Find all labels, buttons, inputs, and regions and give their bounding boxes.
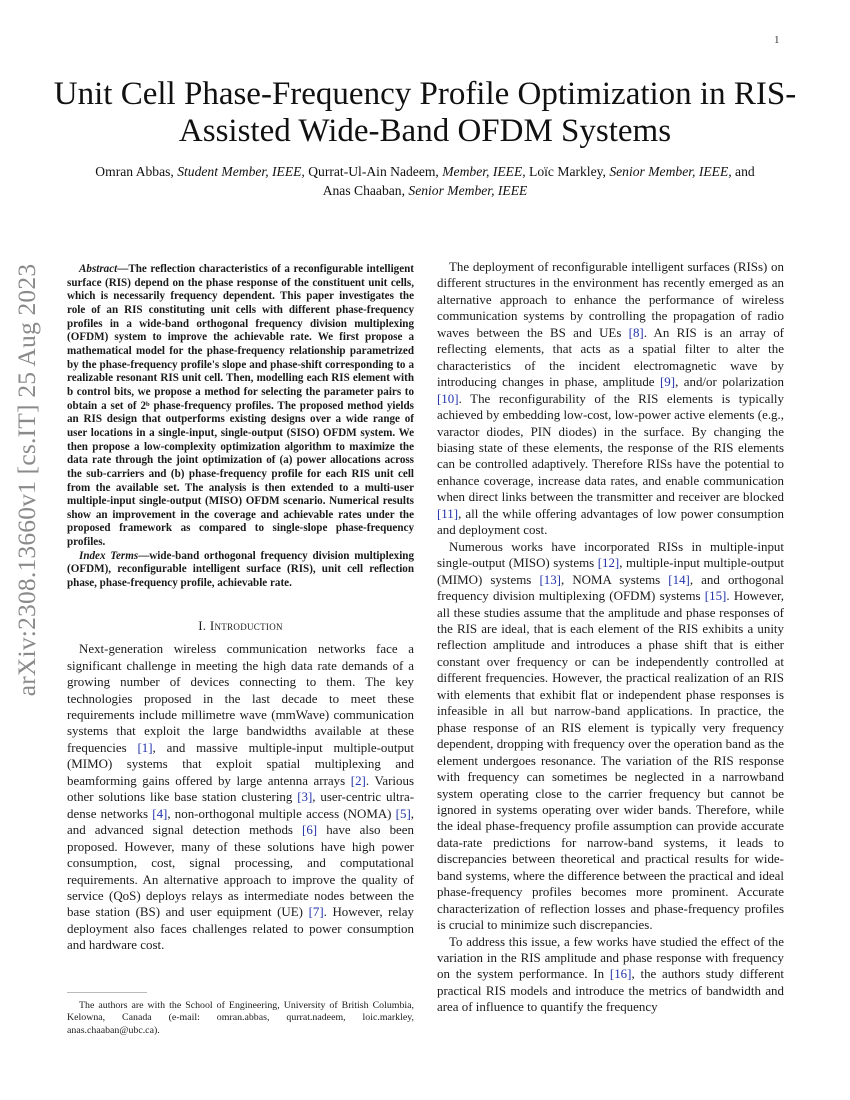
- citation-link[interactable]: [1]: [137, 739, 153, 755]
- citation-link[interactable]: [2]: [350, 772, 366, 788]
- arxiv-id[interactable]: arXiv:2308.13660v1 [cs.IT] 25 Aug 2023: [12, 263, 41, 697]
- author-affiliation: Senior Member, IEEE,: [609, 164, 732, 179]
- abstract-text: —The reflection characteristics of a reconfigurable intelligent surface (RIS) depend on the phase response of the constituent unit cells, which is necessarily frequency dependent. This paper investigates the role of an RIS constituting unit cells with different phase-frequency profiles in a wide-band orthogonal frequency division multiplexing (OFDM) system to improve the achievable rate. We first propose a mathematical model for the phase-frequency relationship parametrized by the phase-frequency profile's slope and phase-shift corresponding to a realizable resonant RIS unit cell. Then, modelling each RIS element with b control bits, we propose a method for selecting the parameter pairs to obtain a set of 2ᵇ phase-frequency profiles. The proposed method yields an RIS design that outperforms existing designs over a wide range of user locations in a single-input, single-output (SISO) OFDM system. We then propose a low-complexity optimization algorithm to maximize the data rate through the joint optimization of (a) power allocations across the sub-carriers and (b) phase-frequency profile for each RIS unit cell from the available set. The analysis is then extended to a multi-user multiple-input single-output (MISO) OFDM scenario. Numerical results show an improvement in the coverage and achievable rates under the proposed framework as compared to single-slope phase-frequency profiles.: [67, 263, 414, 549]
- section-numeral: I.: [198, 617, 210, 633]
- paragraph-text: , non-orthogonal multiple access (NOMA): [167, 805, 396, 821]
- citation-link[interactable]: [12]: [597, 555, 620, 571]
- intro-paragraph-4: [437, 934, 784, 1016]
- right-column: [437, 259, 784, 1016]
- paragraph-text: , and orthogonal frequency division multiplexing (OFDM) systems: [437, 571, 785, 604]
- index-terms-label: Index Terms: [79, 549, 139, 562]
- author-list: [90, 162, 760, 200]
- citation-link[interactable]: [3]: [297, 789, 313, 805]
- author-name: Loïc Markley,: [525, 164, 610, 179]
- abstract-label: Abstract: [79, 263, 118, 275]
- author-footnote: The authors are with the School of Engineering, University of British Columbia, Kelowna, Canada (e-mail: omran.abbas, qurrat.nadeem, loic.markley, anas.chaaban@ubc.ca).: [67, 1000, 414, 1036]
- paragraph-text: , and/or polarization: [675, 374, 784, 390]
- paragraph-text: . The reconfigurability of the RIS elements is typically achieved by embedding low-cost, low-power active elements (e.g., varactor diodes, PIN diodes) in the surface. By changing the biasing state of these elements, the response of the RIS elements can be controlled adaptively. Therefore RISs have the potential to enhance coverage, increase data rates, and enable communication when direct links between the transmitter and receiver are blocked: [437, 390, 784, 505]
- paragraph-text: The deployment of reconfigurable intelligent surfaces (RISs) on different structures in the environment has recently emerged as an alternative approach to enhance the performance of wireless communication systems by controlling the propagation of radio waves between the BS and UEs: [437, 259, 784, 340]
- footnote-divider: [67, 992, 147, 993]
- paragraph-text: , all the while offering advantages of low power consumption and deployment cost.: [437, 505, 784, 538]
- citation-link[interactable]: [7]: [308, 904, 324, 920]
- citation-link[interactable]: [14]: [668, 571, 690, 587]
- page-number: 1: [774, 34, 780, 46]
- paragraph-text: , the authors study different practical RIS models and introduce the metrics of bandwidth and area of influence to quantify the frequency: [437, 966, 785, 1015]
- intro-paragraph-1: [67, 641, 414, 954]
- section-heading-introduction: [67, 618, 414, 634]
- left-column: [67, 263, 414, 954]
- paragraph-text: , multiple-input multiple-output (MIMO) systems: [437, 555, 784, 587]
- citation-link[interactable]: [10]: [437, 390, 459, 406]
- paragraph-text: . Various other solutions like base station clustering: [67, 772, 414, 805]
- section-title: Introduction: [209, 617, 283, 633]
- intro-paragraph-3: [437, 539, 784, 934]
- paragraph-text: , user-centric ultra-dense networks: [67, 789, 415, 821]
- citation-link[interactable]: [13]: [539, 571, 561, 587]
- author-affiliation: Member, IEEE,: [442, 164, 526, 179]
- paragraph-text: . An RIS is an array of reflecting elements, that acts as a spatial filter to alter the characteristics of the incident electromagnetic wave by introducing changes in phase, amplitude: [437, 324, 784, 390]
- author-name: Omran Abbas,: [95, 164, 178, 179]
- author-affiliation: Student Member, IEEE,: [177, 164, 305, 179]
- paragraph-text: , and advanced signal detection methods: [67, 805, 414, 838]
- intro-paragraph-2: [437, 259, 784, 539]
- paragraph-text: . However, relay deployment also faces challenges related to power consumption and hardware cost.: [67, 904, 414, 953]
- author-name: and Anas Chaaban,: [322, 164, 755, 198]
- paragraph-text: have also been proposed. However, many of these solutions have high power consumption, cost, signal processing, and computational requirements. An alternative approach to improve the quality of service (QoS) deploys relays as intermediate nodes between the base station (BS) and user equipment (UE): [67, 822, 415, 920]
- arxiv-stamp: [4, 263, 50, 697]
- abstract: [67, 263, 414, 550]
- citation-link[interactable]: [4]: [152, 805, 168, 821]
- citation-link[interactable]: [6]: [302, 822, 318, 838]
- citation-link[interactable]: [16]: [609, 966, 632, 982]
- paragraph-text: Numerous works have incorporated RISs in multiple-input single-output (MISO) systems: [437, 538, 784, 571]
- paragraph-text: . However, all these studies assume that the amplitude and phase responses of the RIS are ideal, that is each element of the RIS exhibits a unity reflection amplitude and introduces a phase shift that is either constant over frequency or can be independently controlled at different frequencies. However, the practical realization of an RIS with elements that exhibit flat or independent phase responses is infeasible in all but narrow-band applications. In practice, the phase response of an RIS element is typically very frequency dependent, dropping with frequency over the operation band as the element undergoes resonance. The variation of the RIS response with frequency can sometimes be neglected in a narrowband system operating close to the carrier frequency but cannot be ignored in systems operating over wider bands. Therefore, while the ideal phase-frequency profile assumption can provide accurate data-rate predictions for narrow-band systems, it leads to discrepancies between theoretical and practical results for wide-band systems, where the difference between the practical and ideal phase-frequency profiles becomes more prominent. Accurate characterization of reflection losses and phase-frequency profiles is crucial to minimize such discrepancies.: [437, 588, 784, 933]
- citation-link[interactable]: [9]: [659, 374, 676, 390]
- author-name: Qurrat-Ul-Ain Nadeem,: [304, 164, 443, 179]
- index-terms-text: —wide-band orthogonal frequency division multiplexing (OFDM), reconfigurable intelligent surface (RIS), unit cell reflection phase, phase-frequency profile, achievable rate.: [67, 549, 415, 590]
- paragraph-text: To address this issue, a few works have studied the effect of the variation in the RIS amplitude and phase response with frequency on the system performance. In: [437, 933, 784, 982]
- index-terms: [67, 550, 414, 591]
- citation-link[interactable]: [15]: [704, 588, 727, 604]
- citation-link[interactable]: [5]: [395, 805, 411, 821]
- paragraph-text: , NOMA systems: [561, 571, 669, 587]
- author-affiliation: Senior Member, IEEE: [408, 183, 528, 198]
- paragraph-text: Next-generation wireless communication networks face a significant challenge in meeting the high data rate demands of a growing number of devices connecting to them. The key technologies proposed in the last decade to meet these requirements include millimetre wave (mmWave) communication systems that exploit the large bandwidths available at these frequencies: [67, 641, 414, 755]
- paragraph-text: , and massive multiple-input multiple-output (MIMO) systems that exploit spatial multiplexing and beamforming gains offered by large antenna arrays: [67, 739, 414, 788]
- citation-link[interactable]: [8]: [628, 324, 644, 340]
- citation-link[interactable]: [11]: [437, 505, 459, 521]
- paper-title: Unit Cell Phase-Frequency Profile Optimization in RIS-Assisted Wide-Band OFDM Systems: [53, 76, 797, 149]
